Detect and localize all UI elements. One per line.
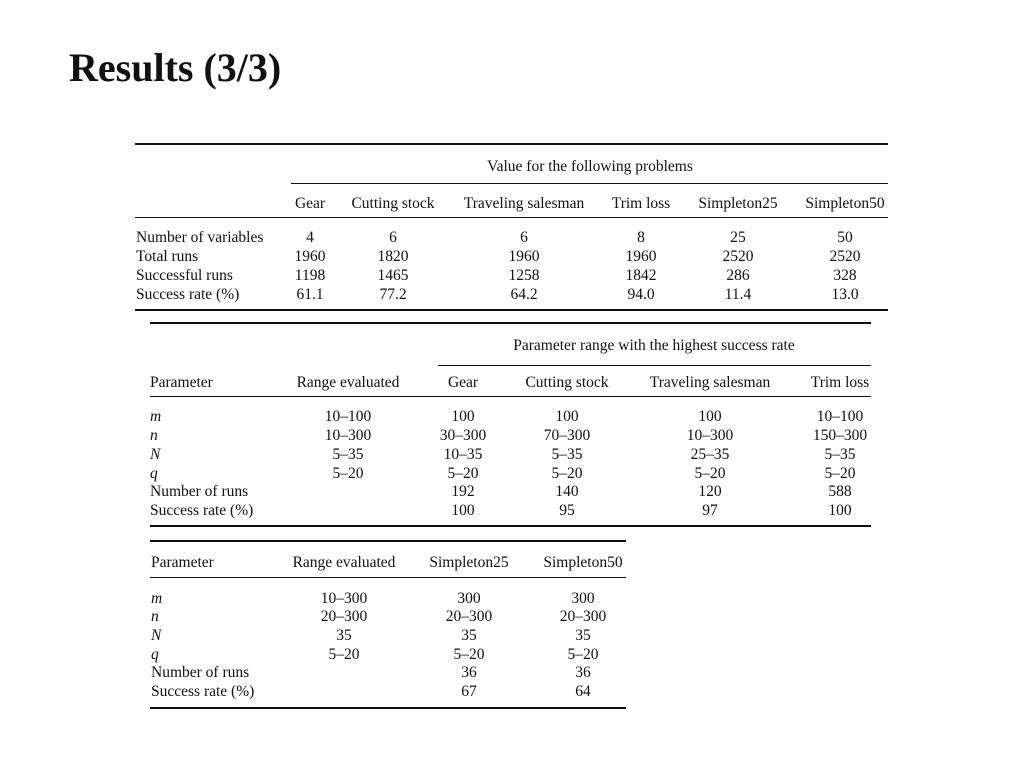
table2-cell: 5–20 bbox=[447, 465, 479, 482]
table1-bottom-rule bbox=[135, 309, 888, 311]
table2-cell: 10–100 bbox=[816, 408, 864, 425]
table2-row-label: Number of runs bbox=[150, 483, 249, 500]
table2-col-header: Parameter bbox=[150, 374, 213, 391]
table3-col-header: Parameter bbox=[151, 554, 214, 571]
table1-cell: 1960 bbox=[625, 248, 657, 265]
table3-cell: 5–20 bbox=[453, 646, 485, 663]
table1-cell: 11.4 bbox=[724, 286, 752, 303]
table2-cell: 100 bbox=[451, 502, 475, 519]
table2-cell: 100 bbox=[828, 502, 852, 519]
table2-col-header: Traveling salesman bbox=[649, 374, 771, 391]
table1-cell: 6 bbox=[520, 229, 528, 246]
table3-row-label: Number of runs bbox=[151, 664, 250, 681]
table1-top-rule bbox=[135, 143, 888, 145]
table1-cell: 1198 bbox=[294, 267, 326, 284]
table2-header-rule bbox=[150, 396, 871, 397]
table2-cell: 95 bbox=[559, 502, 575, 519]
table3-row-label: m bbox=[151, 590, 163, 607]
table3-cell: 35 bbox=[461, 627, 477, 644]
table2-cell: 5–35 bbox=[332, 446, 364, 463]
table3-header-rule bbox=[150, 577, 626, 578]
table2-cell: 5–35 bbox=[824, 446, 856, 463]
table1-cell: 1465 bbox=[377, 267, 409, 284]
table2-cell: 10–300 bbox=[324, 427, 372, 444]
table1-row-label: Number of variables bbox=[136, 229, 264, 246]
table3-cell: 67 bbox=[461, 683, 477, 700]
table2-cell: 10–300 bbox=[686, 427, 734, 444]
table2-cell: 140 bbox=[555, 483, 579, 500]
table3-bottom-rule bbox=[150, 707, 626, 709]
table3-row-label: q bbox=[151, 646, 159, 663]
table1-cell: 13.0 bbox=[831, 286, 859, 303]
slide-title: Results (3/3) bbox=[69, 45, 282, 90]
table1-col-header: Simpleton25 bbox=[698, 195, 778, 212]
table1-col-header: Traveling salesman bbox=[463, 195, 585, 212]
table1-cell: 1960 bbox=[294, 248, 326, 265]
table2-row-label: q bbox=[150, 465, 158, 482]
table2-cell: 5–20 bbox=[694, 465, 726, 482]
table1-cell: 1820 bbox=[377, 248, 409, 265]
table3-cell: 300 bbox=[457, 590, 481, 607]
table3-col-header: Simpleton50 bbox=[543, 554, 623, 571]
table2-cell: 120 bbox=[698, 483, 722, 500]
table3-cell: 35 bbox=[336, 627, 352, 644]
table2-cell: 588 bbox=[828, 483, 852, 500]
table3-col-header: Simpleton25 bbox=[429, 554, 509, 571]
table1-col-header: Gear bbox=[294, 195, 326, 212]
table3-cell: 36 bbox=[461, 664, 477, 681]
table2-row-label: Success rate (%) bbox=[150, 502, 254, 519]
table2-row-label: N bbox=[150, 446, 161, 463]
table2-cell: 192 bbox=[451, 483, 475, 500]
table2-top-rule bbox=[150, 322, 871, 324]
table3-cell: 20–300 bbox=[320, 608, 368, 625]
table1-cell: 2520 bbox=[722, 248, 754, 265]
table1-row-label: Total runs bbox=[136, 248, 199, 265]
table2-cell: 97 bbox=[702, 502, 718, 519]
table1-group-rule bbox=[291, 183, 888, 184]
table1-cell: 64.2 bbox=[510, 286, 538, 303]
table3-row-label: n bbox=[151, 608, 159, 625]
table1-cell: 61.1 bbox=[296, 286, 324, 303]
table2-row-label: m bbox=[150, 408, 162, 425]
table2-col-header: Cutting stock bbox=[525, 374, 609, 391]
table1-cell: 94.0 bbox=[627, 286, 655, 303]
table2-cell: 100 bbox=[451, 408, 475, 425]
table3-cell: 300 bbox=[571, 590, 595, 607]
table3-cell: 10–300 bbox=[320, 590, 368, 607]
table1-cell: 286 bbox=[726, 267, 750, 284]
table1-cell: 4 bbox=[306, 229, 314, 246]
table3-row-label: Success rate (%) bbox=[151, 683, 255, 700]
table2-col-header: Trim loss bbox=[810, 374, 870, 391]
table3-cell: 20–300 bbox=[559, 608, 607, 625]
table1-group-header: Value for the following problems bbox=[487, 158, 693, 175]
table3-cell: 64 bbox=[575, 683, 591, 700]
table1-cell: 77.2 bbox=[379, 286, 407, 303]
table2-cell: 5–20 bbox=[332, 465, 364, 482]
table2-cell: 5–20 bbox=[824, 465, 856, 482]
table3-cell: 5–20 bbox=[328, 646, 360, 663]
table1-cell: 1258 bbox=[508, 267, 540, 284]
table3-top-rule bbox=[150, 540, 626, 542]
table2-cell: 5–20 bbox=[551, 465, 583, 482]
table1-cell: 1960 bbox=[508, 248, 540, 265]
table1-cell: 1842 bbox=[625, 267, 657, 284]
table3-cell: 5–20 bbox=[567, 646, 599, 663]
table3-cell: 20–300 bbox=[445, 608, 493, 625]
table3-cell: 35 bbox=[575, 627, 591, 644]
table2-col-header: Range evaluated bbox=[296, 374, 400, 391]
table3-col-header: Range evaluated bbox=[292, 554, 396, 571]
table1-header-rule bbox=[135, 217, 888, 218]
table2-cell: 10–100 bbox=[324, 408, 372, 425]
table3-cell: 36 bbox=[575, 664, 591, 681]
table2-bottom-rule bbox=[150, 525, 871, 527]
table1-cell: 328 bbox=[833, 267, 857, 284]
table2-cell: 70–300 bbox=[543, 427, 591, 444]
table2-col-header: Gear bbox=[447, 374, 479, 391]
table1-row-label: Successful runs bbox=[136, 267, 233, 284]
table2-cell: 25–35 bbox=[690, 446, 730, 463]
table2-group-header: Parameter range with the highest success rate bbox=[513, 337, 795, 354]
table2-cell: 5–35 bbox=[551, 446, 583, 463]
table1-row-label: Success rate (%) bbox=[136, 286, 240, 303]
table1-col-header: Trim loss bbox=[611, 195, 671, 212]
table1-col-header: Simpleton50 bbox=[805, 195, 885, 212]
table1-cell: 2520 bbox=[829, 248, 861, 265]
table1-col-header: Cutting stock bbox=[351, 195, 435, 212]
table2-cell: 10–35 bbox=[443, 446, 483, 463]
table1-cell: 50 bbox=[837, 229, 853, 246]
table1-cell: 25 bbox=[730, 229, 746, 246]
table2-cell: 30–300 bbox=[439, 427, 487, 444]
table2-cell: 100 bbox=[555, 408, 579, 425]
table2-cell: 150–300 bbox=[812, 427, 868, 444]
table2-group-rule bbox=[438, 365, 871, 366]
table1-cell: 6 bbox=[389, 229, 397, 246]
table1-cell: 8 bbox=[637, 229, 645, 246]
table2-row-label: n bbox=[150, 427, 158, 444]
table3-row-label: N bbox=[151, 627, 162, 644]
table2-cell: 100 bbox=[698, 408, 722, 425]
